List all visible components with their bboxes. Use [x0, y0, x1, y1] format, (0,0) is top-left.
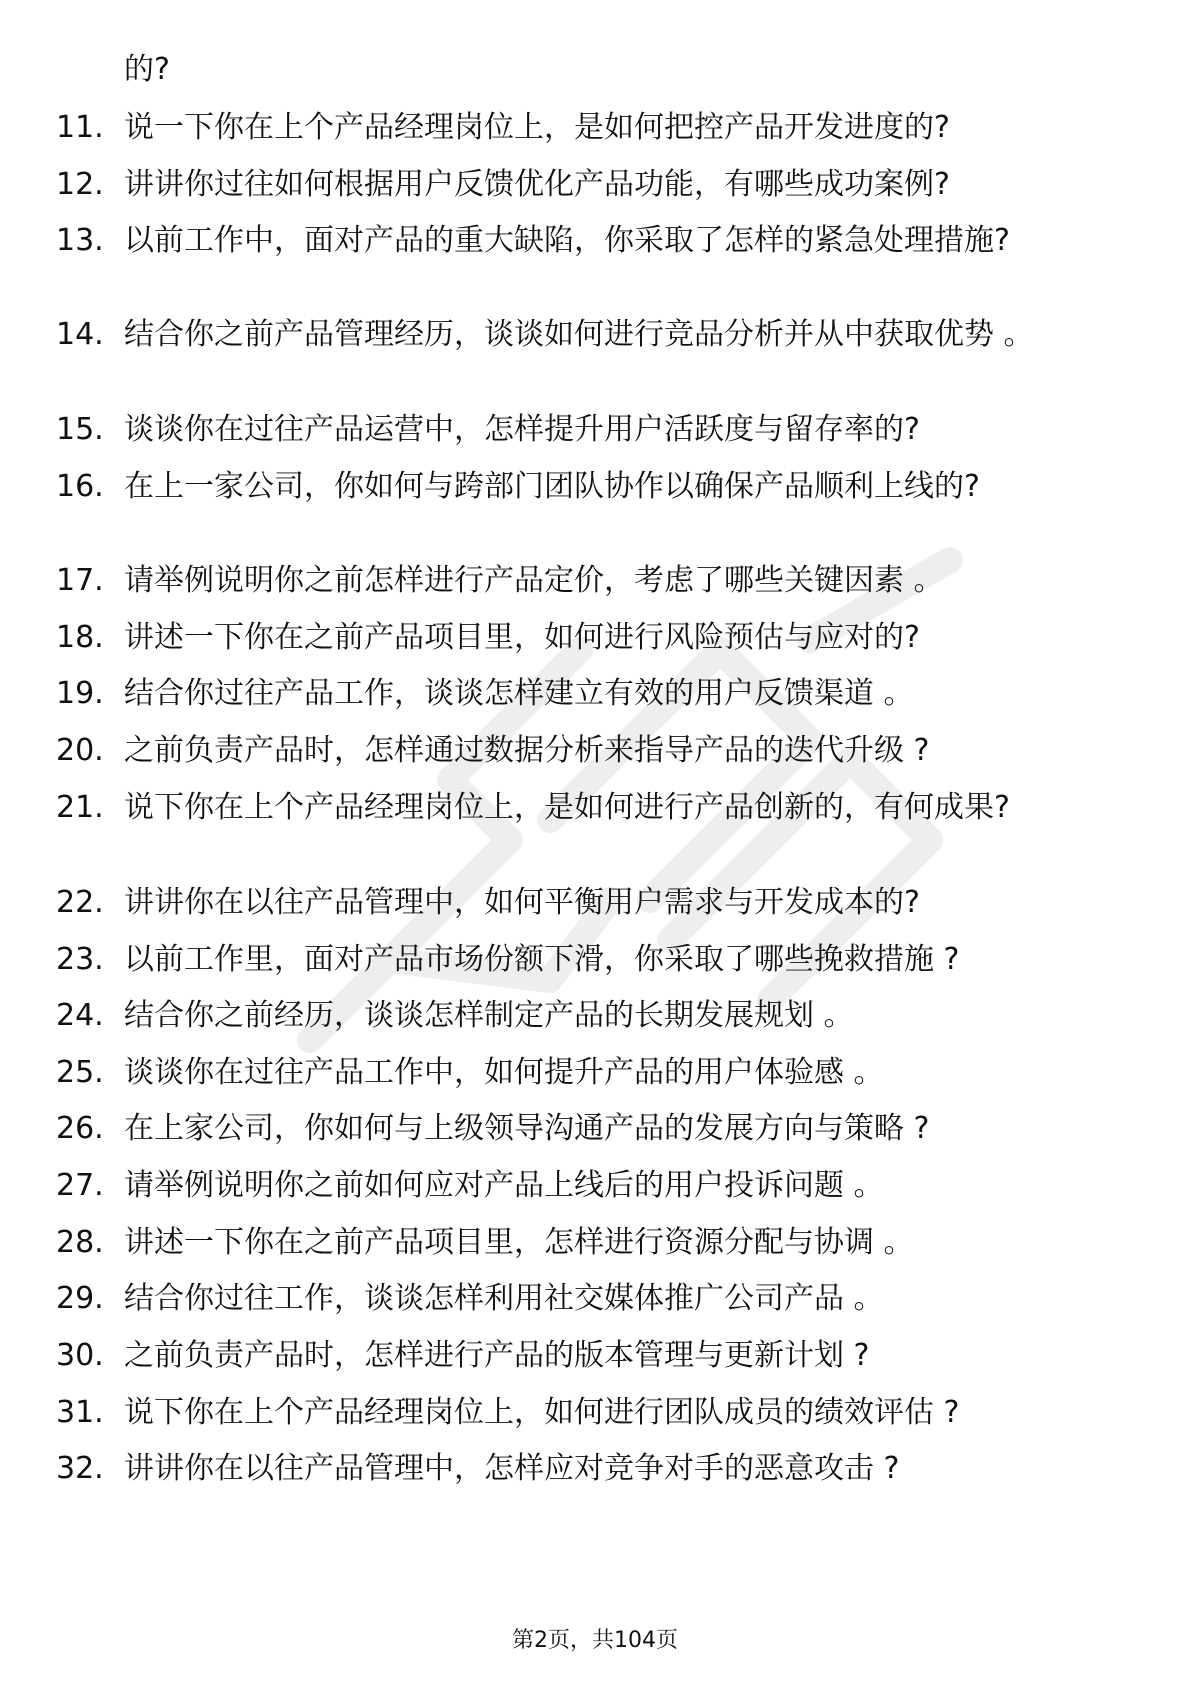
- question-text: 以前工作里，面对产品市场份额下滑，你采取了哪些挽救措施 ?: [124, 942, 960, 977]
- question-text: 讲述一下你在之前产品项目里，如何进行风险预估与应对的?: [124, 620, 920, 655]
- question-number: 21.: [56, 790, 104, 825]
- question-text: 之前负责产品时，怎样通过数据分析来指导产品的迭代升级 ?: [124, 733, 930, 768]
- question-number: 24.: [56, 998, 104, 1033]
- question-number: 19.: [56, 676, 104, 711]
- question-text: 讲讲你过往如何根据用户反馈优化产品功能，有哪些成功案例?: [124, 167, 950, 202]
- question-number: 26.: [56, 1111, 104, 1146]
- question-number: 23.: [56, 942, 104, 977]
- question-text: 讲讲你在以往产品管理中，怎样应对竞争对手的恶意攻击 ?: [124, 1451, 900, 1486]
- question-text: 说一下你在上个产品经理岗位上，是如何把控产品开发进度的?: [124, 110, 950, 145]
- question-number: 20.: [56, 733, 104, 768]
- question-text: 结合你之前产品管理经历，谈谈如何进行竞品分析并从中获取优势 。: [124, 317, 1034, 352]
- question-number: 27.: [56, 1168, 104, 1203]
- question-number: 18.: [56, 620, 104, 655]
- question-number: 12.: [56, 167, 104, 202]
- question-number: 11.: [56, 110, 104, 145]
- question-text: 之前负责产品时，怎样进行产品的版本管理与更新计划 ?: [124, 1338, 870, 1373]
- question-text: 以前工作中，面对产品的重大缺陷，你采取了怎样的紧急处理措施?: [124, 223, 1010, 258]
- question-number: 17.: [56, 563, 104, 598]
- question-number: 13.: [56, 223, 104, 258]
- question-text: 在上家公司，你如何与上级领导沟通产品的发展方向与策略 ?: [124, 1111, 930, 1146]
- question-text: 谈谈你在过往产品工作中，如何提升产品的用户体验感 。: [124, 1055, 884, 1090]
- question-text: 说下你在上个产品经理岗位上，如何进行团队成员的绩效评估 ?: [124, 1395, 960, 1430]
- question-number: 31.: [56, 1395, 104, 1430]
- question-text: 结合你过往产品工作，谈谈怎样建立有效的用户反馈渠道 。: [124, 676, 914, 711]
- question-text: 讲述一下你在之前产品项目里，怎样进行资源分配与协调 。: [124, 1225, 914, 1260]
- question-text: 说下你在上个产品经理岗位上，是如何进行产品创新的，有何成果?: [124, 790, 1010, 825]
- question-number: 28.: [56, 1225, 104, 1260]
- question-number: 29.: [56, 1281, 104, 1316]
- question-text: 结合你之前经历，谈谈怎样制定产品的长期发展规划 。: [124, 998, 854, 1033]
- question-number: 32.: [56, 1451, 104, 1486]
- question-number: 16.: [56, 469, 104, 504]
- question-number: 30.: [56, 1338, 104, 1373]
- question-number: 14.: [56, 317, 104, 352]
- question-text: 谈谈你在过往产品运营中，怎样提升用户活跃度与留存率的?: [124, 412, 920, 447]
- continued-question-tail: 的?: [124, 52, 170, 87]
- question-number: 25.: [56, 1055, 104, 1090]
- question-text: 在上一家公司，你如何与跨部门团队协作以确保产品顺利上线的?: [124, 469, 980, 504]
- question-text: 请举例说明你之前如何应对产品上线后的用户投诉问题 。: [124, 1168, 884, 1203]
- question-text: 讲讲你在以往产品管理中，如何平衡用户需求与开发成本的?: [124, 885, 920, 920]
- page-footer: 第2页，共104页: [512, 1628, 678, 1653]
- question-number: 15.: [56, 412, 104, 447]
- question-number: 22.: [56, 885, 104, 920]
- question-text: 结合你过往工作，谈谈怎样利用社交媒体推广公司产品 。: [124, 1281, 884, 1316]
- question-text: 请举例说明你之前怎样进行产品定价，考虑了哪些关键因素 。: [124, 563, 944, 598]
